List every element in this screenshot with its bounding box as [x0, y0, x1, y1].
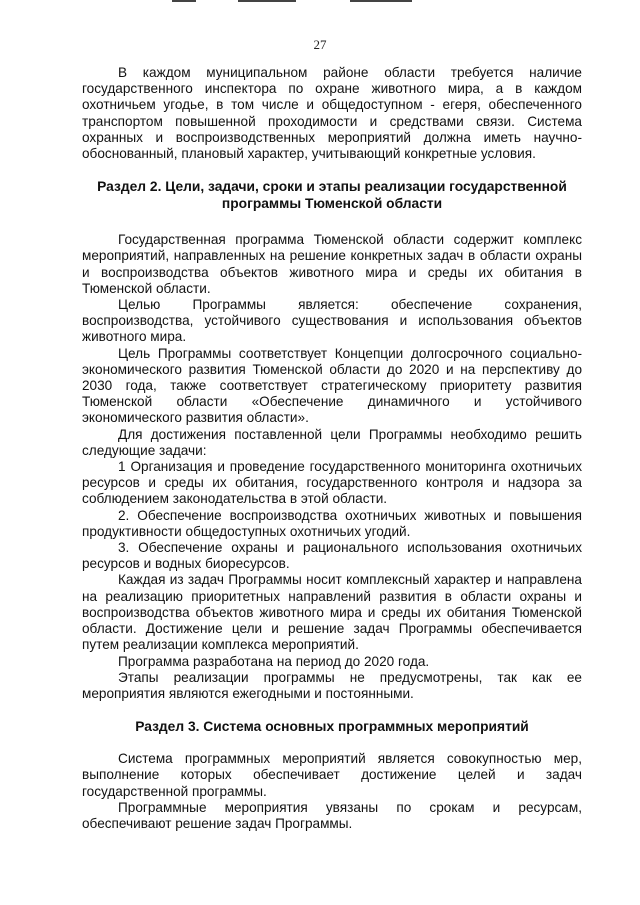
task-item-1: 1 Организация и проведение государственного мониторинга охотничьих ресурсов и среды их обитания, государственного контроля и надзора за соблюдением законодательства в этой области.	[82, 459, 582, 507]
intro-paragraph: В каждом муниципальном районе области требуется наличие государственного инспектора по охране животного мира, а в каждом охотничьем угодье, в том числе и общедоступном - егеря, обеспеченного транспортом повышенной проходимости и средствами связи. Система охранных и воспроизводственных мероприятий должна иметь научно-обоснованный, плановый характер, учитывающий конкретные условия.	[82, 65, 582, 162]
section-2-heading: Раздел 2. Цели, задачи, сроки и этапы реализации государственной программы Тюменской области	[97, 179, 567, 212]
section-2-paragraph: Государственная программа Тюменской области содержит комплекс мероприятий, направленных на решение конкретных задач в области охраны и воспроизводства объектов животного мира и среды их обитания в Тюменской области.	[82, 232, 582, 296]
document-body	[82, 65, 582, 832]
section-2-paragraph: Каждая из задач Программы носит комплексный характер и направлена на реализацию приоритетных направлений развития в области охраны и воспроизводства объектов животного мира и среды их обитания Тюменской области. Достижение цели и решение задач Программы обеспечивается путем реализации комплекса мероприятий.	[82, 572, 582, 653]
section-2-paragraph: Программа разработана на период до 2020 года.	[118, 653, 430, 669]
section-3-paragraph: Система программных мероприятий является совокупностью мер, выполнение которых обеспечивает достижение целей и задач государственной программы.	[82, 751, 582, 799]
section-2-paragraph: Этапы реализации программы не предусмотрены, так как ее мероприятия являются ежегодными и постоянными.	[82, 669, 582, 701]
section-3-heading: Раздел 3. Система основных программных мероприятий	[135, 719, 529, 735]
scan-artifact-lines	[0, 0, 640, 6]
section-3-paragraph: Программные мероприятия увязаны по срокам и ресурсам, обеспечивают решение задач Программы.	[82, 799, 582, 831]
section-2-paragraph: Целью Программы является: обеспечение сохранения, воспроизводства, устойчивого существования и использования объектов животного мира.	[82, 297, 582, 345]
page-number: 27	[313, 37, 327, 52]
task-item-3: 3. Обеспечение охраны и рационального использования охотничьих ресурсов и водных биоресурсов.	[82, 540, 582, 572]
section-2-paragraph: Для достижения поставленной цели Программы необходимо решить следующие задачи:	[82, 426, 582, 458]
section-2-paragraph: Цель Программы соответствует Концепции долгосрочного социально-экономического развития Тюменской области до 2020 и на перспективу до 2030 года, также соответствует стратегическому приоритету развития Тюменской области «Обеспечение динамичного и устойчивого экономического развития области».	[82, 345, 582, 426]
task-item-2: 2. Обеспечение воспроизводства охотничьих животных и повышения продуктивности общедоступных охотничьих угодий.	[82, 507, 582, 539]
